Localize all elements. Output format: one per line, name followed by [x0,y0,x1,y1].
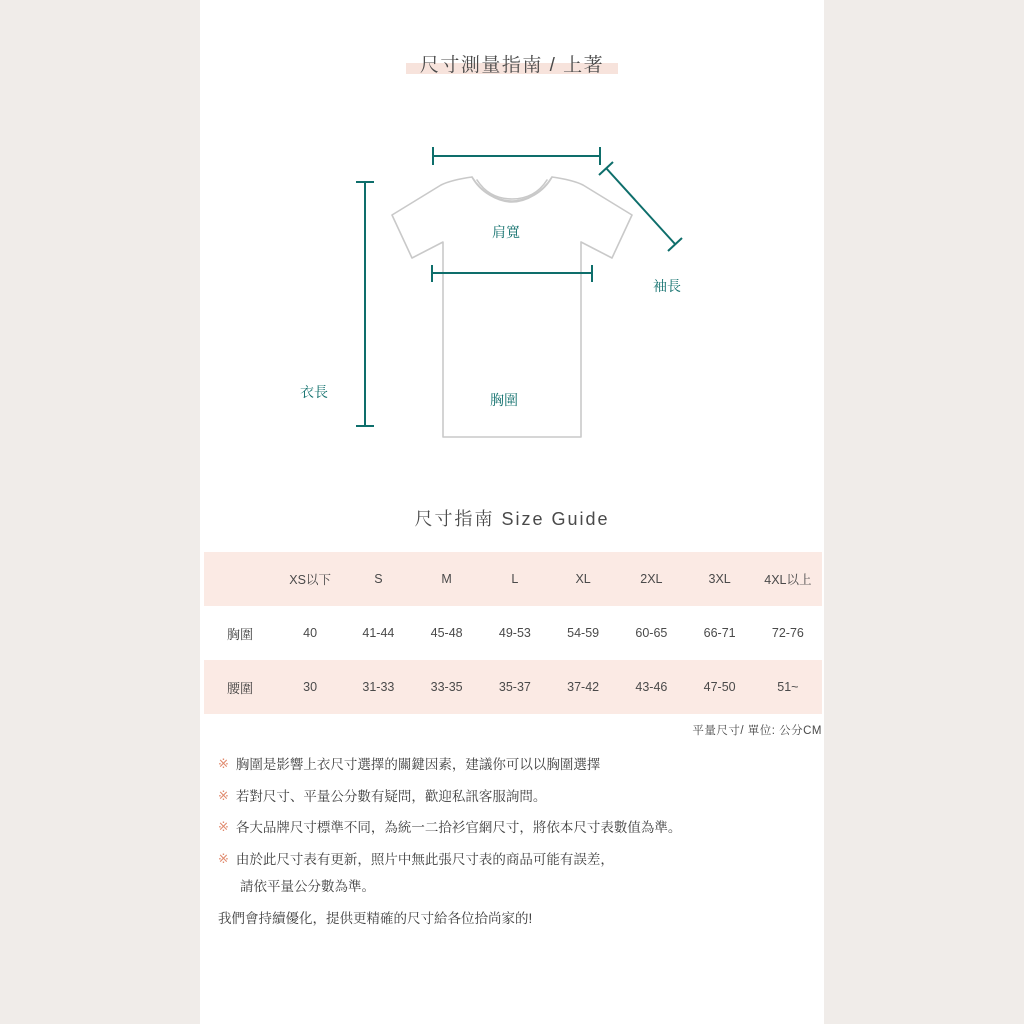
table-cell: 30 [303,680,318,694]
note-item [218,787,818,807]
table-cell: 33-35 [430,680,463,694]
table-column-header: M [441,572,452,586]
note-continuation: 請依平量公分數為準。 [240,879,375,895]
notes-list [218,755,818,927]
size-guide-page [200,0,824,1024]
table-row-header: 腰圍 [226,680,253,696]
size-guide-heading: 尺寸指南 Size Guide [414,509,610,529]
table-cell: 54-59 [567,626,600,640]
table-cell: 43-46 [635,680,668,694]
note-text: 胸圍是影響上衣尺寸選擇的關鍵因素，建議你可以以胸圍選擇 [235,757,601,772]
note-item [218,818,818,838]
measurement-diagram [200,100,824,460]
note-mark-icon: ※ [218,819,229,835]
table-column-header: 4XL以上 [764,573,812,587]
table-cell: 47-50 [703,680,736,694]
table-cell: 40 [303,626,318,640]
size-table-wrapper [204,552,822,714]
page-title-inner [406,50,618,77]
label-garment-length: 衣長 [300,384,328,400]
note-item [218,755,818,775]
table-cell: 66-71 [703,626,736,640]
table-cell: 49-53 [498,626,531,640]
table-cell: 31-33 [362,680,395,694]
table-row-header: 胸圍 [226,626,253,642]
table-row [204,660,822,714]
table-unit-note: 平量尺寸/ 單位: 公分CM [692,725,822,737]
table-column-header: XS以下 [289,573,331,587]
note-text: 若對尺寸、平量公分數有疑問，歡迎私訊客服詢問。 [235,788,547,804]
note-text: 由於此尺寸表有更新，照片中無此張尺寸表的商品可能有誤差， [235,851,614,867]
table-column-header: 2XL [640,572,663,586]
table-column-header: L [511,572,519,586]
table-column-header: 3XL [708,572,731,586]
table-row [204,606,822,660]
table-cell: 45-48 [430,626,463,640]
table-cell: 41-44 [362,626,395,640]
table-cell: 60-65 [635,626,668,640]
table-cell: 37-42 [567,680,600,694]
note-text: 各大品牌尺寸標準不同，為統一二拾衫官網尺寸，將依本尺寸表數值為準。 [235,820,682,836]
page-title-text: 尺寸測量指南 / 上著 [419,55,605,76]
label-shoulder-width: 肩寬 [492,224,520,240]
page-title [200,50,824,77]
label-sleeve-length: 袖長 [653,278,681,294]
table-corner-cell [204,552,276,606]
note-mark-icon: ※ [218,787,229,803]
table-cell: 72-76 [771,626,804,640]
note-final: 我們會持續優化，提供更精確的尺寸給各位拾尚家的! [218,911,533,927]
size-table [204,552,822,714]
table-cell: 51~ [777,680,799,694]
table-cell: 35-37 [498,680,531,694]
table-column-header: XL [575,572,591,586]
table-header-row [204,552,822,606]
note-item [218,850,818,870]
note-mark-icon: ※ [218,850,229,866]
label-chest: 胸圍 [490,392,518,408]
note-mark-icon: ※ [218,756,229,771]
table-column-header: S [374,572,383,586]
